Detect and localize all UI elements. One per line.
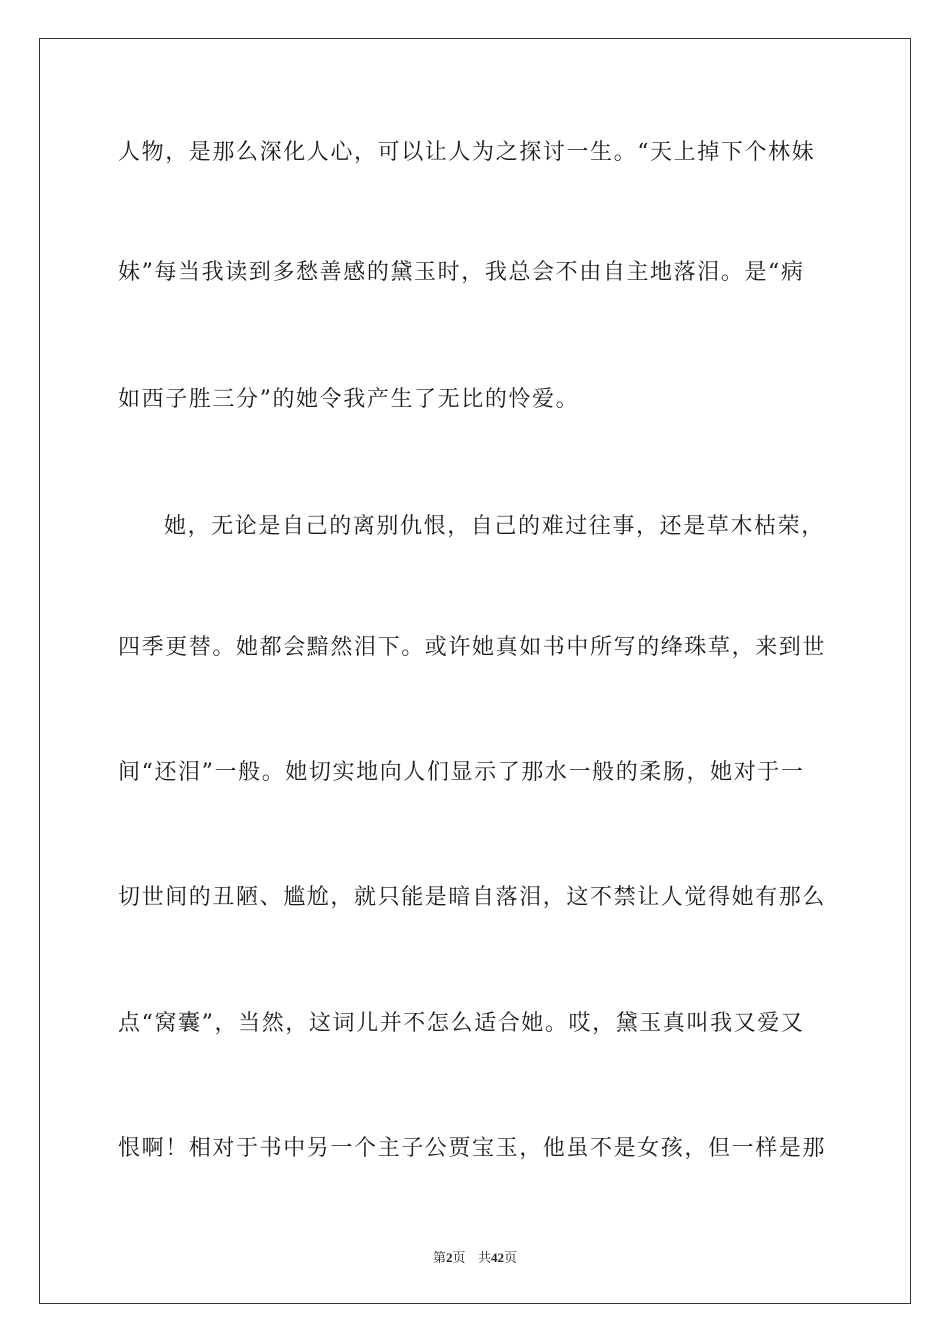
body-line-2: 妹”每当我读到多愁善感的黛玉时，我总会不由自主地落泪。是“病 <box>118 260 805 285</box>
body-line-8: 点“窝囊”，当然，这词儿并不怎么适合她。哎，黛玉真叫我又爱又 <box>118 1011 805 1036</box>
body-line-6: 间“还泪”一般。她切实地向人们显示了那水一般的柔肠，她对于一 <box>118 760 805 785</box>
footer-page-number: 2 <box>446 1250 453 1265</box>
footer-total-pages: 42 <box>490 1250 504 1265</box>
body-line-7: 切世间的丑陋、尴尬，就只能是暗自落泪，这不禁让人觉得她有那么 <box>118 885 827 910</box>
footer-total-suffix: 页 <box>503 1251 517 1266</box>
page-footer <box>0 1249 950 1268</box>
footer-page-prefix: 第 <box>433 1251 447 1266</box>
body-line-3: 如西子胜三分”的她令我产生了无比的怜爱。 <box>118 387 580 412</box>
footer-total-prefix: 共 <box>477 1251 491 1266</box>
body-line-1: 人物，是那么深化人心，可以让人为之探讨一生。“天上掉下个林妹 <box>118 140 816 165</box>
body-line-5: 四季更替。她都会黯然泪下。或许她真如书中所写的绛珠草，来到世 <box>118 635 827 660</box>
footer-page-suffix: 页 <box>452 1251 466 1266</box>
body-line-9: 恨啊！相对于书中另一个主子公贾宝玉，他虽不是女孩，但一样是那 <box>118 1136 827 1161</box>
body-line-4-paragraph-start: 她，无论是自己的离别仇恨，自己的难过往事，还是草木枯荣， <box>164 514 825 539</box>
page-border <box>39 38 911 1304</box>
